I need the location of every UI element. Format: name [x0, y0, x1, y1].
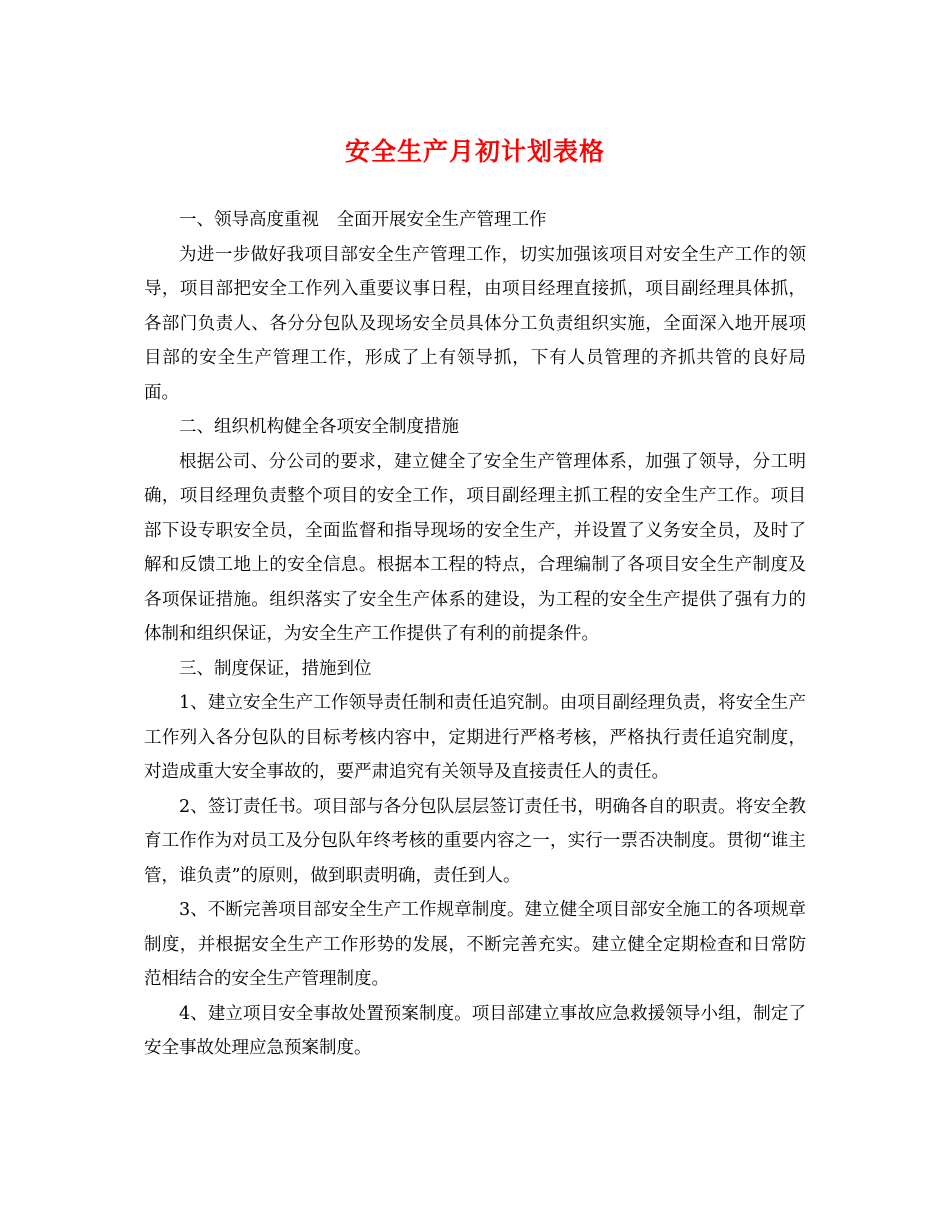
section-heading-1: 一、领导高度重视 全面开展安全生产管理工作: [179, 210, 547, 230]
list-item-1: 1、建立安全生产工作领导责任制和责任追究制。由项目副经理负责，将安全生产工作列入各分包队的目标考核内容中，定期进行严格考核，严格执行责任追究制度，对造成重大安全事故的，要严肃追究有关领导及直接责任人的责任。: [144, 693, 806, 782]
paragraph-2: 根据公司、分公司的要求，建立健全了安全生产管理体系，加强了领导，分工明确，项目经理负责整个项目的安全工作，项目副经理主抓工程的安全生产工作。项目部下设专职安全员，全面监督和指导现场的安全生产，并设置了义务安全员，及时了解和反馈工地上的安全信息。根据本工程的特点，合理编制了各项目安全生产制度及各项保证措施。组织落实了安全生产体系的建设，为工程的安全生产提供了强有力的体制和组织保证，为安全生产工作提供了有利的前提条件。: [144, 451, 806, 644]
list-item-4: 4、建立项目安全事故处置预案制度。项目部建立事故应急救援领导小组，制定了安全事故处理应急预案制度。: [144, 1003, 806, 1058]
list-item-2: 2、签订责任书。项目部与各分包队层层签订责任书，明确各自的职责。将安全教育工作作为对员工及分包队年终考核的重要内容之一，实行一票否决制度。贯彻“谁主管，谁负责”的原则，做到职责明确，责任到人。: [144, 796, 806, 886]
paragraph-1: 为进一步做好我项目部安全生产管理工作，切实加强该项目对安全生产工作的领导，项目部把安全工作列入重要议事日程，由项目经理直接抓，项目副经理具体抓，各部门负责人、各分分包队及现场安全员具体分工负责组织实施，全面深入地开展项目部的安全生产管理工作，形成了上有领导抓，下有人员管理的齐抓共管的良好局面。: [144, 244, 806, 403]
document-body: [144, 203, 806, 1066]
section-heading-2: 二、组织机构健全各项安全制度措施: [179, 417, 459, 437]
section-heading-3: 三、制度保证，措施到位: [179, 658, 372, 679]
document-title: 安全生产月初计划表格: [344, 137, 605, 166]
list-item-3: 3、不断完善项目部安全生产工作规章制度。建立健全项目部安全施工的各项规章制度，并根据安全生产工作形势的发展，不断完善充实。建立健全定期检查和日常防范相结合的安全生产管理制度。: [144, 900, 806, 989]
